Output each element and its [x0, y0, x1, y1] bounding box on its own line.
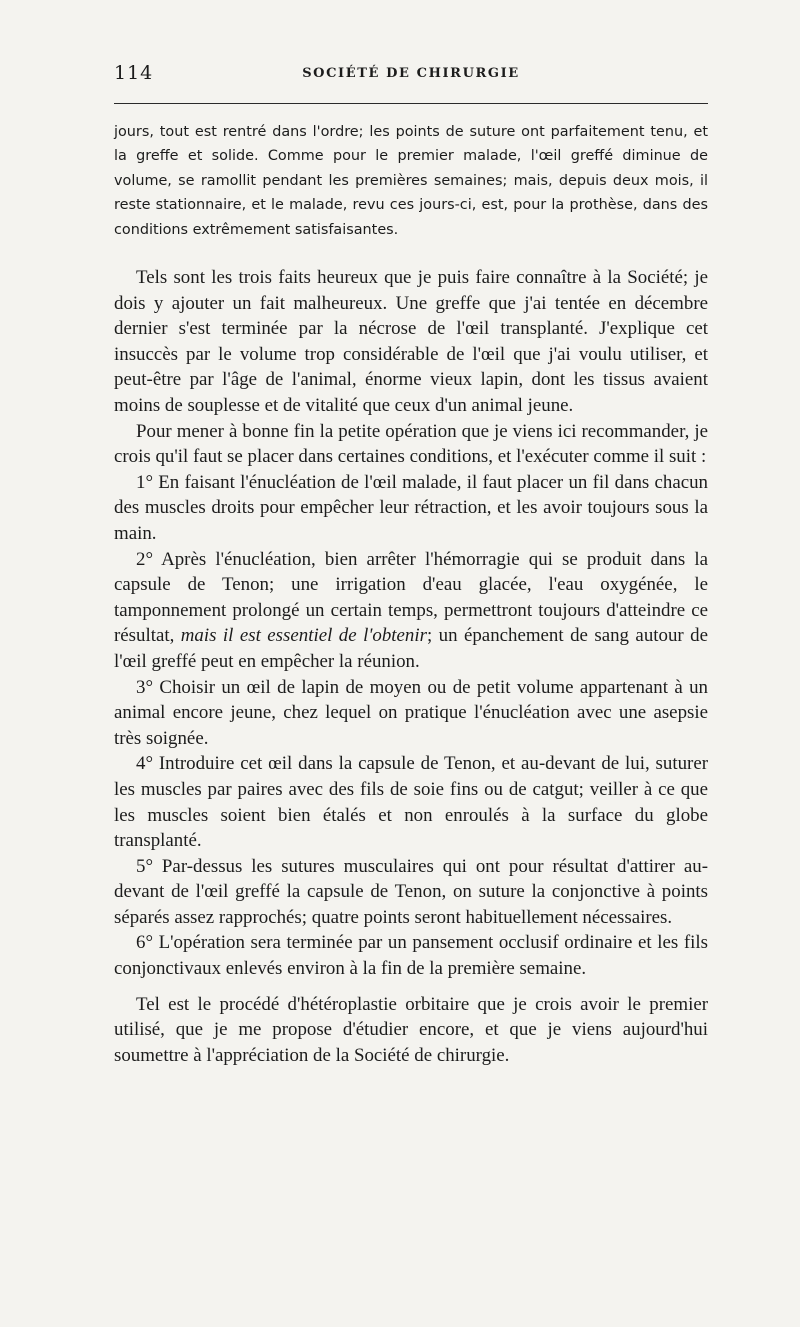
header-rule	[114, 103, 708, 104]
paragraph-step-2	[114, 547, 708, 675]
step-2-emphasis: mais il est essentiel de l'obtenir	[180, 625, 427, 647]
paragraph-continuation: jours, tout est rentré dans l'ordre; les points de suture ont parfaitement tenu, et la greffe et solide. Comme pour le premier malade, l'œil greffé diminue de volume, se ramollit pendant les premières semaines; mais, depuis deux mois, il reste stationnaire, et le malade, revu ces jours-ci, est, pour la prothèse, dans des conditions extrêmement satisfaisantes.	[114, 124, 708, 238]
step-2-text-start: 2° Après l'énucléation, bien arrêter l'hémorragie qui se produit dans la capsule de Tenon; une irrigation d'eau glacée, l'eau oxygénée, le tamponnement prolongé un certain temps, permettront toujours d'atteindre ce résultat,	[114, 548, 708, 647]
paragraph-step-4: 4° Introduire cet œil dans la capsule de Tenon, et au-devant de lui, suturer les muscles par paires avec des fils de soie fins ou de catgut; veiller à ce que les muscles soient bien étalés et non enroulés à la surface du globe transplanté.	[114, 753, 708, 852]
running-head: SOCIÉTÉ DE CHIRURGIE	[302, 66, 520, 81]
paragraph-step-5: 5° Par-dessus les sutures musculaires qui ont pour résultat d'attirer au-devant de l'œil greffé la capsule de Tenon, on suture la conjonctive à points séparés assez rapprochés; quatre points seront habituellement nécessaires.	[114, 855, 708, 928]
paragraph-conditions-intro: Pour mener à bonne fin la petite opération que je viens ici recommander, je crois qu'il faut se placer dans certaines conditions, et l'exécuter comme il suit :	[114, 420, 708, 468]
paragraph-step-3: 3° Choisir un œil de lapin de moyen ou de petit volume appartenant à un animal encore jeune, chez lequel on pratique l'énucléation avec une asepsie très soignée.	[114, 676, 708, 749]
page-header	[114, 62, 708, 90]
body-text	[114, 120, 708, 1068]
paragraph-step-6: 6° L'opération sera terminée par un pansement occlusif ordinaire et les fils conjonctivaux enlevés environ à la fin de la première semaine.	[114, 932, 708, 980]
page-number: 114	[114, 62, 154, 84]
paragraph-conclusion: Tel est le procédé d'hétéroplastie orbitaire que je crois avoir le premier utilisé, que je me propose d'étudier encore, et que je viens aujourd'hui soumettre à l'appréciation de la Société de chirurgie.	[114, 993, 708, 1066]
step-2-text-end: ; un épanchement de sang autour de l'œil greffé peut en empêcher la réunion.	[114, 625, 708, 672]
paragraph-step-1: 1° En faisant l'énucléation de l'œil malade, il faut placer un fil dans chacun des muscles droits pour empêcher leur rétraction, et les avoir toujours sous la main.	[114, 471, 708, 544]
paragraph-unsuccessful-case: Tels sont les trois faits heureux que je puis faire connaître à la Société; je dois y ajouter un fait malheureux. Une greffe que j'ai tentée en décembre dernier s'est terminée par la nécrose de l'œil transplanté. J'explique cet insuccès par le volume trop considérable de l'œil que j'ai voulu utiliser, et peut-être par l'âge de l'animal, énorme vieux lapin, dont les tissus avaient moins de souplesse et de vitalité que ceux d'un animal jeune.	[114, 267, 708, 416]
